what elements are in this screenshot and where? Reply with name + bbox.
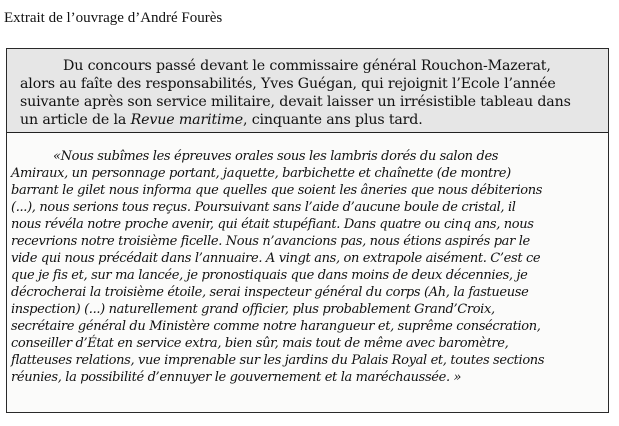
revue-title: Revue maritime bbox=[130, 112, 243, 128]
quote-line: flatteuses relations, vue imprenable sur les jardins du Palais Royal et, toutes sections bbox=[11, 353, 545, 368]
quote-line: Amiraux, un personnage portant, jaquette, barbichette et chaînette (de montre) bbox=[11, 166, 511, 181]
quote-line: vide qui nous précédait dans l’annuaire. A vingt ans, on extrapole aisément. C’est ce bbox=[11, 251, 541, 266]
intro-text: un article de la bbox=[20, 112, 131, 128]
intro-line bbox=[20, 112, 423, 128]
quote-line: nous révéla notre proche avenir, qui était stupéfiant. Dans quatre ou cinq ans, nous bbox=[11, 217, 534, 232]
quote-box bbox=[7, 135, 608, 412]
quote-line: recevrions notre troisième ficelle. Nous n’avancions pas, nous étions aspirés par le bbox=[11, 234, 530, 249]
quote-line: que je fis et, sur ma lancée, je pronostiquais que dans moins de deux décennies, je bbox=[11, 268, 528, 283]
quote-line: (...), nous serions tous reçus. Poursuivant sans l’aide d’aucune boule de cristal, il bbox=[11, 200, 516, 215]
quote-line: décrocherai la troisième étoile, serai inspecteur général du corps (Ah, la fastueuse bbox=[11, 285, 529, 300]
quote-line: réunies, la possibilité d’ennuyer le gouvernement et la maréchaussée. » bbox=[11, 370, 462, 385]
quote-line: «Nous subîmes les épreuves orales sous les lambris dorés du salon des bbox=[53, 149, 499, 164]
quote-line: conseiller d’État en service extra, bien sûr, mais tout de même avec baromètre, bbox=[11, 336, 509, 351]
intro-text: , cinquante ans plus tard. bbox=[242, 112, 423, 128]
quote-line: inspection) (...) naturellement grand officier, plus probablement Grand’Croix, bbox=[11, 302, 495, 317]
intro-line: suivante après son service militaire, devait laisser un irrésistible tableau dans bbox=[20, 94, 571, 110]
intro-box bbox=[7, 49, 608, 133]
scanned-excerpt bbox=[6, 48, 609, 413]
caption-title: Extrait de l’ouvrage d’André Fourès bbox=[4, 10, 223, 26]
quote-line: barrant le gilet nous informa que quelles que soient les âneries que nous débiterions bbox=[11, 183, 543, 198]
intro-line: alors au faîte des responsabilités, Yves Guégan, qui rejoignit l’Ecole l’année bbox=[20, 76, 556, 92]
quote-line: secrétaire général du Ministère comme notre harangueur et, suprême consécration, bbox=[11, 319, 541, 334]
intro-line: Du concours passé devant le commissaire général Rouchon-Mazerat, bbox=[63, 58, 551, 74]
